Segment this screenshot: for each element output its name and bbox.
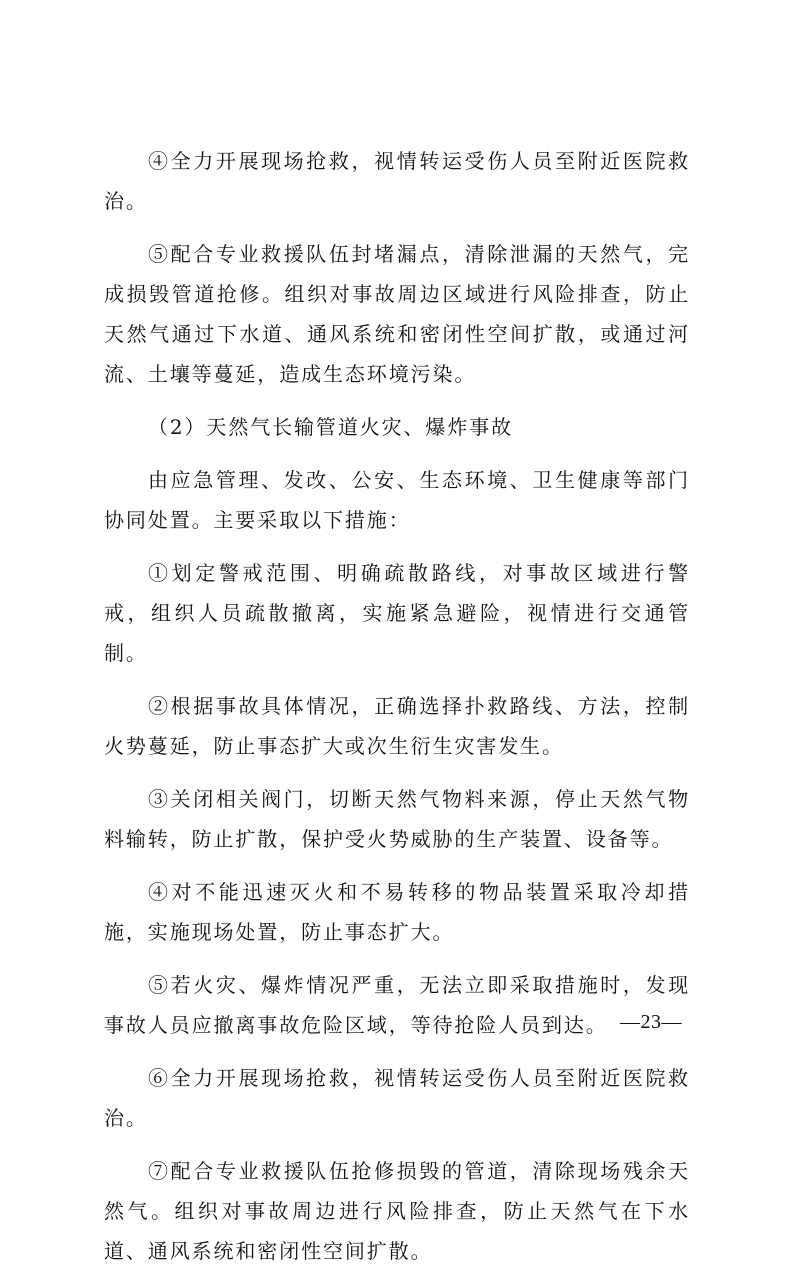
paragraph-measure-4: ④全力开展现场抢救，视情转运受伤人员至附近医院救治。 (104, 149, 690, 213)
paragraph-measure-5b: ⑤若火灾、爆炸情况严重，无法立即采取措施时，发现事故人员应撤离事故危险区域，等待抢险人员到达。 (104, 973, 690, 1037)
paragraph-measure-4b: ④对不能迅速灭火和不易转移的物品装置采取冷却措施，实施现场处置，防止事态扩大。 (104, 880, 690, 944)
paragraph-measure-5: ⑤配合专业救援队伍封堵漏点，清除泄漏的天然气，完成损毁管道抢修。组织对事故周边区域进行风险排查，防止天然气通过下水道、通风系统和密闭性空间扩散，或通过河流、土壤等蔓延，造成生态环境污染。 (104, 242, 690, 386)
paragraph-measure-1: ①划定警戒范围、明确疏散路线，对事故区域进行警戒，组织人员疏散撤离，实施紧急避险，视情进行交通管制。 (104, 561, 690, 665)
paragraph-measure-6: ⑥全力开展现场抢救，视情转运受伤人员至附近医院救治。 (104, 1066, 690, 1130)
paragraph-measure-2: ②根据事故具体情况，正确选择扑救路线、方法，控制火势蔓延，防止事态扩大或次生衍生灾害发生。 (104, 694, 690, 758)
section-heading: （2）天然气长输管道火灾、爆炸事故 (148, 415, 514, 439)
paragraph-intro: 由应急管理、发改、公安、生态环境、卫生健康等部门协同处置。主要采取以下措施： (104, 468, 690, 532)
paragraph-measure-3: ③关闭相关阀门，切断天然气物料来源，停止天然气物料输转，防止扩散，保护受火势威胁的生产装置、设备等。 (104, 787, 690, 851)
page-body (104, 141, 690, 1284)
paragraph-measure-7: ⑦配合专业救援队伍抢修损毁的管道，清除现场残余天然气。组织对事故周边进行风险排查，防止天然气在下水道、通风系统和密闭性空间扩散。 (104, 1159, 690, 1263)
page-number: —23— (620, 1011, 682, 1033)
